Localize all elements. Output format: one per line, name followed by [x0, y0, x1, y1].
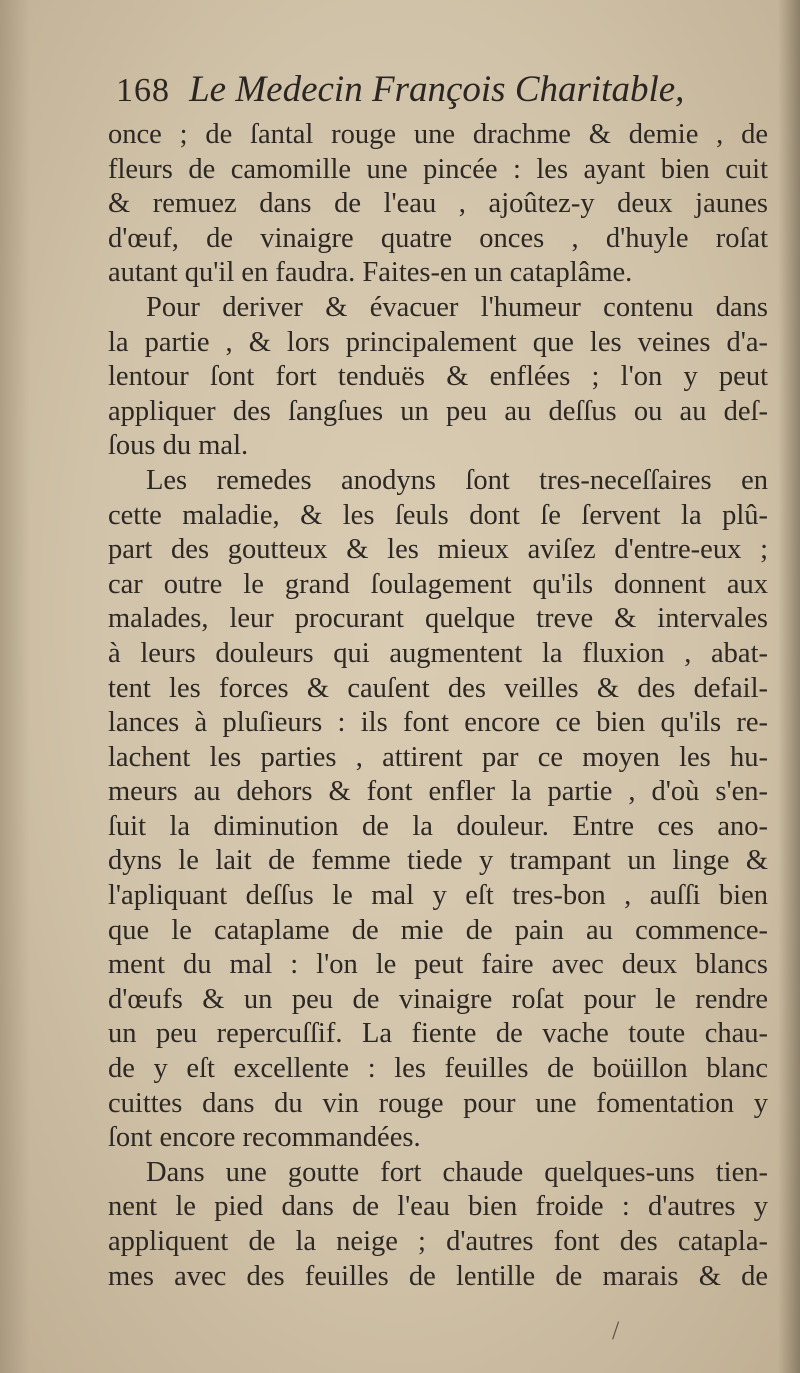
text-line: lentour ſont fort tenduës & enflées ; l'on y peut	[108, 361, 768, 393]
text-line: tent les forces & cauſent des veilles & des defail-	[108, 672, 768, 704]
text-line: dyns le lait de femme tiede y trampant un linge &	[108, 845, 768, 877]
text-line: que le cataplame de mie de pain au commence-	[108, 914, 768, 946]
text-line: ſous du mal.	[108, 430, 249, 462]
text-line: ment du mal : l'on le peut faire avec deux blancs	[108, 949, 768, 981]
text-line: mes avec des feuilles de lentille de marais & de	[108, 1260, 768, 1292]
text-line: lances à pluſieurs : ils font encore ce bien qu'ils re-	[108, 707, 768, 739]
text-line: d'œufs & un peu de vinaigre roſat pour le rendre	[108, 983, 768, 1015]
text-line: & remuez dans de l'eau , ajoûtez-y deux jaunes	[108, 188, 768, 220]
text-line: autant qu'il en faudra. Faites-en un cataplâme.	[108, 257, 633, 289]
text-line: à leurs douleurs qui augmentent la fluxion , abat-	[108, 637, 768, 669]
text-line: ſuit la diminution de la douleur. Entre ces ano-	[108, 810, 768, 842]
text-line: nent le pied dans de l'eau bien froide : d'autres y	[108, 1191, 768, 1223]
text-line: Les remedes anodyns ſont tres-neceſſaires en	[146, 464, 768, 496]
ink-stroke-mark: /	[612, 1316, 620, 1345]
page-gutter-shadow	[0, 0, 30, 1373]
running-title: Le Medecin François Charitable,	[189, 69, 685, 110]
text-line: lachent les parties , attirent par ce moyen les hu-	[108, 741, 768, 773]
page-number: 168	[116, 72, 170, 109]
text-line: once ; de ſantal rouge une drachme & demie , de	[108, 119, 768, 150]
text-line: d'œuf, de vinaigre quatre onces , d'huyle roſat	[108, 222, 768, 254]
page-edge-shadow	[778, 0, 800, 1373]
text-line: cuittes dans du vin rouge pour une fomentation y	[108, 1087, 768, 1119]
text-line: part des goutteux & les mieux aviſez d'entre-eux ;	[108, 534, 768, 566]
text-line: meurs au dehors & font enfler la partie , d'où s'en-	[108, 776, 768, 808]
text-line: un peu repercuſſif. La fiente de vache toute chau-	[108, 1018, 768, 1050]
text-line: fleurs de camomille une pincée : les ayant bien cuit	[108, 153, 768, 185]
text-line: cette maladie, & les ſeuls dont ſe ſervent la plû-	[108, 499, 768, 531]
text-line: la partie , & lors principalement que les veines d'a-	[108, 326, 768, 358]
text-line: ſont encore recommandées.	[108, 1122, 421, 1154]
text-line: de y eſt excellente : les feuilles de boüillon blanc	[108, 1053, 768, 1085]
text-line: malades, leur procurant quelque treve & intervales	[108, 603, 768, 635]
body-text	[108, 118, 768, 1294]
text-line: l'apliquant deſſus le mal y eſt tres-bon , auſſi bien	[108, 880, 768, 912]
text-line: car outre le grand ſoulagement qu'ils donnent aux	[108, 568, 768, 600]
text-line: appliquer des ſangſues un peu au deſſus ou au deſ-	[108, 395, 768, 427]
running-header	[116, 68, 776, 116]
text-line: Pour deriver & évacuer l'humeur contenu dans	[146, 291, 768, 323]
text-line: Dans une goutte fort chaude quelques-uns tien-	[146, 1156, 768, 1188]
text-line: appliquent de la neige ; d'autres font des catapla-	[108, 1226, 768, 1257]
